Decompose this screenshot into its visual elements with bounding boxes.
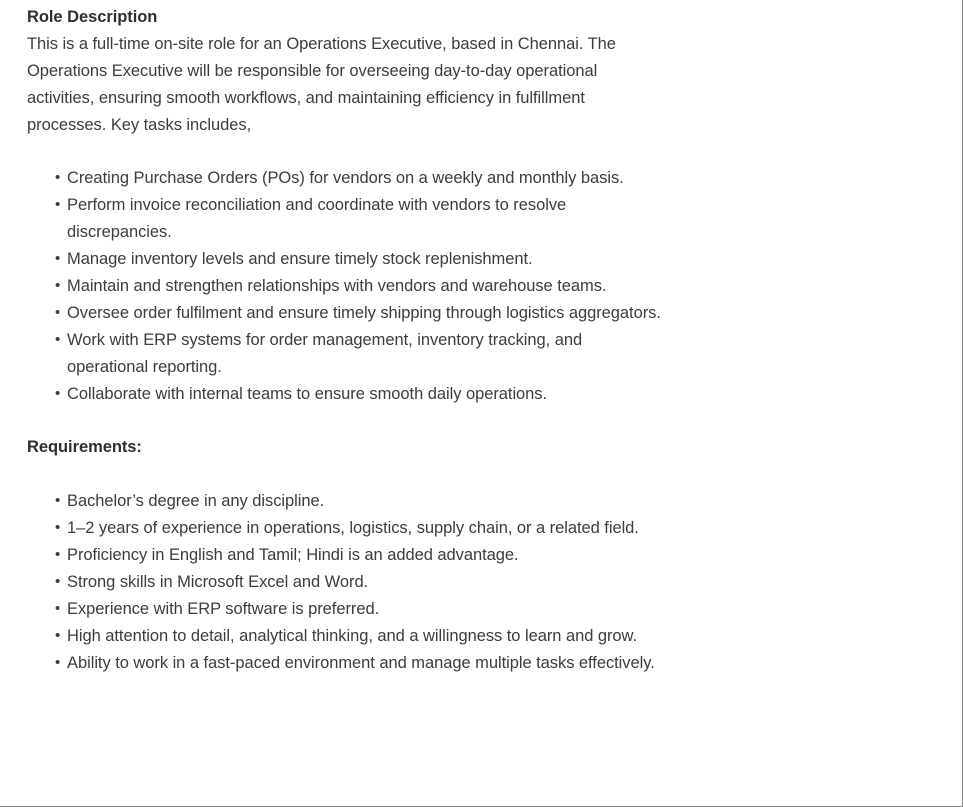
list-item: • Perform invoice reconciliation and coordinate with vendors to resolve discrepancies. [27,192,667,246]
list-item: • Experience with ERP software is preferred. [27,596,667,623]
role-description-heading: Role Description [27,8,158,26]
role-description-paragraph: This is a full-time on-site role for an Operations Executive, based in Chennai. The Operations Executive will be responsible for overseeing day-to-day operational activities, ensuring smooth workflows, and maintaining efficiency in fulfillment processes. Key tasks includes, [27,34,616,134]
list-item: • Creating Purchase Orders (POs) for vendors on a weekly and monthly basis. [27,165,667,192]
olx-logo-icon [781,688,933,766]
document-body [27,4,667,677]
requirements-bullet-list [27,488,667,676]
pre-requirements-spacer [27,408,667,435]
list-item: • Proficiency in English and Tamil; Hindi is an added advantage. [27,542,667,569]
list-item: • Oversee order fulfilment and ensure timely shipping through logistics aggregators. [27,300,667,327]
olx-india-watermark [781,688,933,766]
list-item: • Strong skills in Microsoft Excel and Word. [27,569,667,596]
watermark-sub-label: INDIA [867,743,906,753]
list-item: • Maintain and strengthen relationships with vendors and warehouse teams. [27,273,667,300]
paragraph-spacer [27,139,667,166]
list-item: • Ability to work in a fast-paced environment and manage multiple tasks effectively. [27,650,667,677]
list-item: • High attention to detail, analytical thinking, and a willingness to learn and grow. [27,623,667,650]
list-item: • Manage inventory levels and ensure timely stock replenishment. [27,246,667,273]
post-requirements-spacer [27,461,667,488]
list-item: • Bachelor’s degree in any discipline. [27,488,667,515]
list-item: • Work with ERP systems for order management, inventory tracking, and operational reporting. [27,327,667,381]
role-description-bullet-list [27,165,667,407]
requirements-heading: Requirements: [27,438,142,457]
list-item: • Collaborate with internal teams to ensure smooth daily operations. [27,381,667,408]
list-item: • 1–2 years of experience in operations, logistics, supply chain, or a related field. [27,515,667,542]
